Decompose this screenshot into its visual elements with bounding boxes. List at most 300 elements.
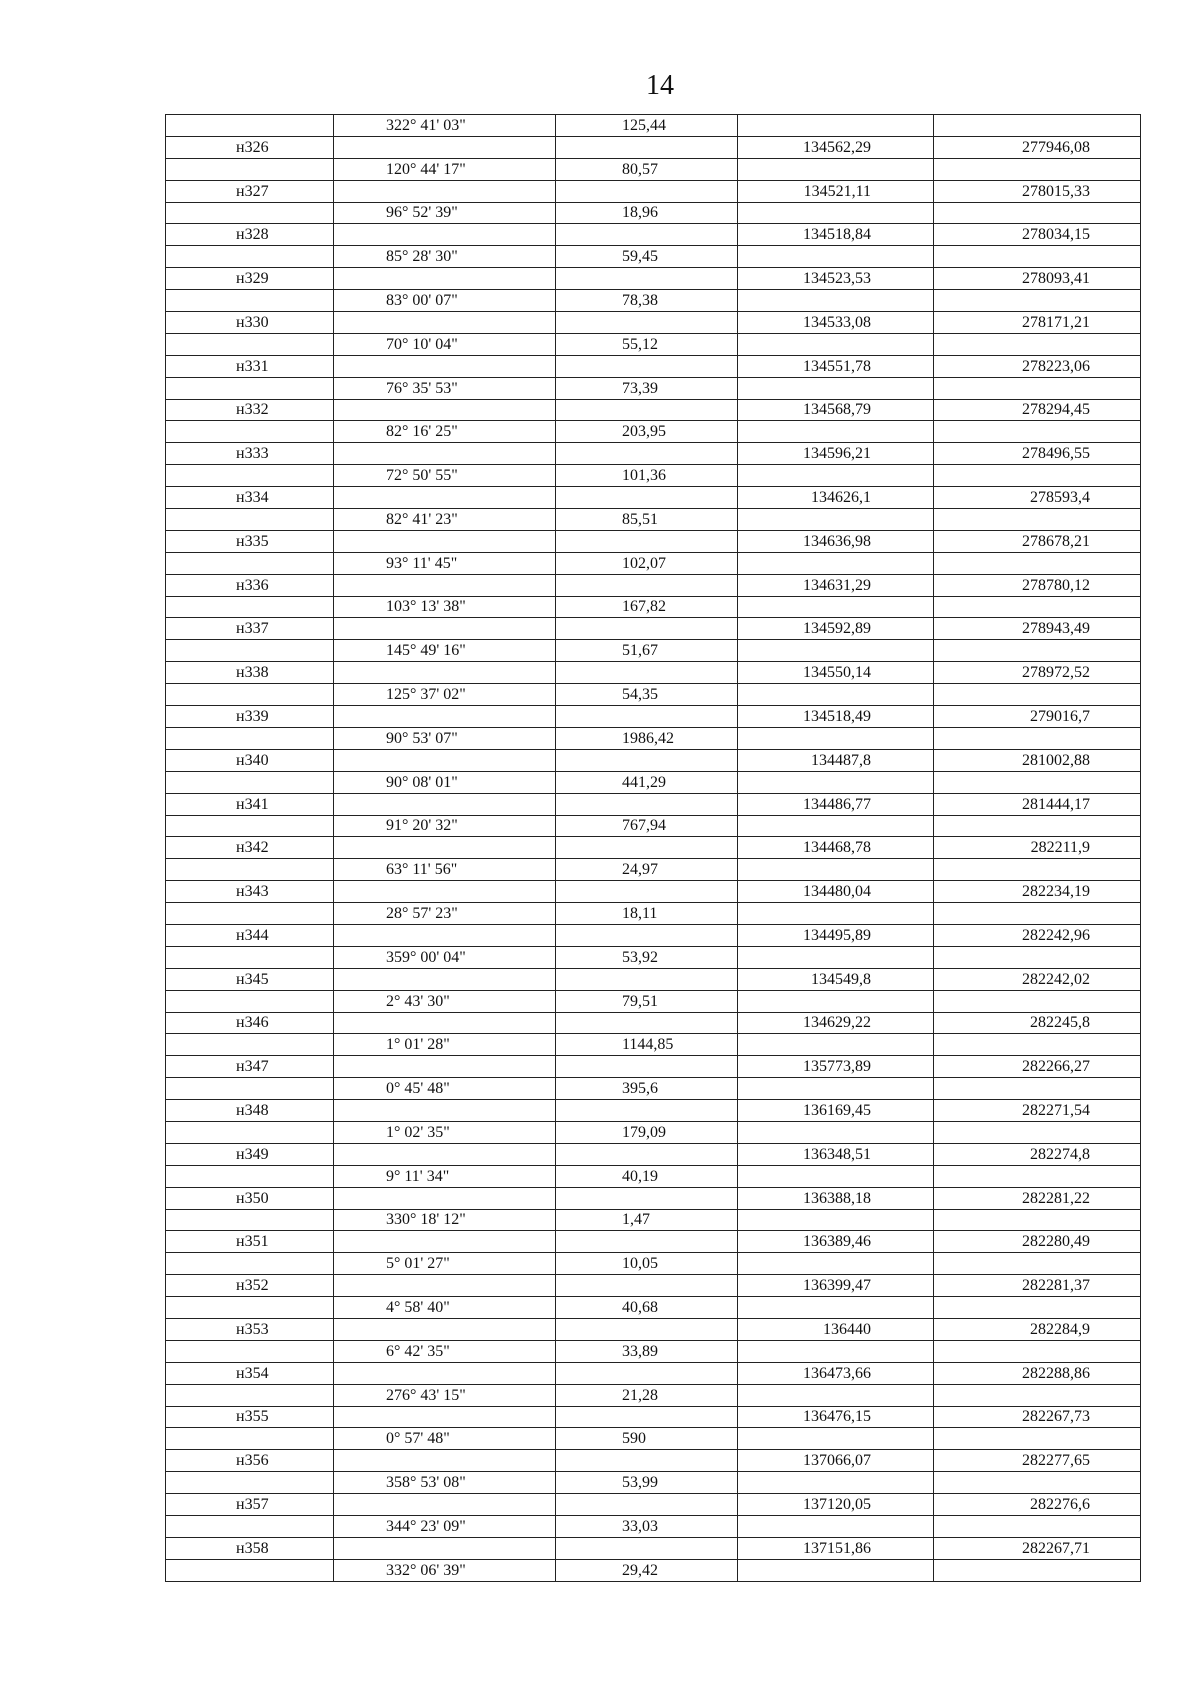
- segment-row: [166, 1340, 1141, 1362]
- segment-row: [166, 859, 1141, 881]
- y-coordinate-cell: 282245,8: [934, 1012, 1141, 1034]
- point-id-cell: н351: [166, 1231, 334, 1253]
- empty-cell: [934, 990, 1141, 1012]
- empty-cell: [738, 1472, 934, 1494]
- point-id-cell: н347: [166, 1056, 334, 1078]
- segment-row: [166, 771, 1141, 793]
- segment-row: [166, 1516, 1141, 1538]
- point-row: [166, 1494, 1141, 1516]
- empty-cell: [166, 1209, 334, 1231]
- empty-cell: [738, 1297, 934, 1319]
- empty-cell: [738, 246, 934, 268]
- empty-cell: [934, 290, 1141, 312]
- segment-length-cell: 40,68: [556, 1297, 738, 1319]
- empty-cell: [166, 1078, 334, 1100]
- empty-cell: [334, 881, 556, 903]
- direction-angle-cell: 4° 58' 40": [334, 1297, 556, 1319]
- empty-cell: [334, 1056, 556, 1078]
- empty-cell: [934, 552, 1141, 574]
- segment-row: [166, 1472, 1141, 1494]
- point-id-cell: н333: [166, 443, 334, 465]
- y-coordinate-cell: 282234,19: [934, 881, 1141, 903]
- segment-length-cell: 1986,42: [556, 727, 738, 749]
- empty-cell: [934, 158, 1141, 180]
- point-id-cell: н352: [166, 1275, 334, 1297]
- empty-cell: [934, 1209, 1141, 1231]
- point-id-cell: н354: [166, 1362, 334, 1384]
- empty-cell: [738, 1034, 934, 1056]
- segment-row: [166, 1297, 1141, 1319]
- segment-length-cell: 18,11: [556, 903, 738, 925]
- empty-cell: [738, 552, 934, 574]
- point-id-cell: н332: [166, 399, 334, 421]
- point-row: [166, 1406, 1141, 1428]
- segment-length-cell: 167,82: [556, 596, 738, 618]
- point-id-cell: н331: [166, 355, 334, 377]
- point-id-cell: н356: [166, 1450, 334, 1472]
- coordinates-table-body: [166, 115, 1141, 1582]
- x-coordinate-cell: 136389,46: [738, 1231, 934, 1253]
- y-coordinate-cell: 278678,21: [934, 530, 1141, 552]
- direction-angle-cell: 72° 50' 55": [334, 465, 556, 487]
- empty-cell: [334, 1318, 556, 1340]
- direction-angle-cell: 276° 43' 15": [334, 1384, 556, 1406]
- empty-cell: [556, 749, 738, 771]
- direction-angle-cell: 85° 28' 30": [334, 246, 556, 268]
- direction-angle-cell: 83° 00' 07": [334, 290, 556, 312]
- empty-cell: [934, 727, 1141, 749]
- empty-cell: [738, 1559, 934, 1581]
- direction-angle-cell: 332° 06' 39": [334, 1559, 556, 1581]
- empty-cell: [738, 1121, 934, 1143]
- x-coordinate-cell: 134487,8: [738, 749, 934, 771]
- point-row: [166, 1100, 1141, 1122]
- empty-cell: [166, 1297, 334, 1319]
- x-coordinate-cell: 136169,45: [738, 1100, 934, 1122]
- x-coordinate-cell: 134518,84: [738, 224, 934, 246]
- segment-length-cell: 53,92: [556, 946, 738, 968]
- point-row: [166, 443, 1141, 465]
- point-id-cell: н341: [166, 793, 334, 815]
- segment-length-cell: 1,47: [556, 1209, 738, 1231]
- empty-cell: [738, 158, 934, 180]
- point-row: [166, 1275, 1141, 1297]
- point-row: [166, 749, 1141, 771]
- empty-cell: [556, 530, 738, 552]
- point-id-cell: н327: [166, 180, 334, 202]
- y-coordinate-cell: 281002,88: [934, 749, 1141, 771]
- empty-cell: [934, 1297, 1141, 1319]
- empty-cell: [738, 465, 934, 487]
- segment-row: [166, 377, 1141, 399]
- segment-row: [166, 903, 1141, 925]
- empty-cell: [738, 1165, 934, 1187]
- segment-length-cell: 54,35: [556, 684, 738, 706]
- segment-row: [166, 552, 1141, 574]
- point-row: [166, 574, 1141, 596]
- direction-angle-cell: 28° 57' 23": [334, 903, 556, 925]
- direction-angle-cell: 322° 41' 03": [334, 115, 556, 137]
- segment-length-cell: 590: [556, 1428, 738, 1450]
- y-coordinate-cell: 278294,45: [934, 399, 1141, 421]
- empty-cell: [556, 924, 738, 946]
- empty-cell: [166, 115, 334, 137]
- point-row: [166, 180, 1141, 202]
- empty-cell: [166, 684, 334, 706]
- empty-cell: [166, 1340, 334, 1362]
- point-row: [166, 706, 1141, 728]
- empty-cell: [166, 1121, 334, 1143]
- empty-cell: [166, 946, 334, 968]
- segment-row: [166, 158, 1141, 180]
- x-coordinate-cell: 136399,47: [738, 1275, 934, 1297]
- empty-cell: [334, 1143, 556, 1165]
- direction-angle-cell: 344° 23' 09": [334, 1516, 556, 1538]
- direction-angle-cell: 0° 45' 48": [334, 1078, 556, 1100]
- empty-cell: [556, 1100, 738, 1122]
- point-row: [166, 662, 1141, 684]
- empty-cell: [166, 333, 334, 355]
- point-row: [166, 136, 1141, 158]
- segment-row: [166, 684, 1141, 706]
- empty-cell: [166, 1384, 334, 1406]
- x-coordinate-cell: 134636,98: [738, 530, 934, 552]
- x-coordinate-cell: 137066,07: [738, 1450, 934, 1472]
- segment-length-cell: 29,42: [556, 1559, 738, 1581]
- empty-cell: [334, 1537, 556, 1559]
- empty-cell: [166, 1559, 334, 1581]
- empty-cell: [556, 136, 738, 158]
- empty-cell: [166, 290, 334, 312]
- empty-cell: [166, 1472, 334, 1494]
- direction-angle-cell: 82° 16' 25": [334, 421, 556, 443]
- direction-angle-cell: 145° 49' 16": [334, 640, 556, 662]
- empty-cell: [738, 290, 934, 312]
- y-coordinate-cell: 278593,4: [934, 487, 1141, 509]
- empty-cell: [334, 1362, 556, 1384]
- direction-angle-cell: 358° 53' 08": [334, 1472, 556, 1494]
- empty-cell: [934, 1472, 1141, 1494]
- point-id-cell: н338: [166, 662, 334, 684]
- point-row: [166, 224, 1141, 246]
- segment-length-cell: 24,97: [556, 859, 738, 881]
- segment-length-cell: 767,94: [556, 815, 738, 837]
- segment-row: [166, 333, 1141, 355]
- empty-cell: [166, 246, 334, 268]
- point-row: [166, 924, 1141, 946]
- empty-cell: [934, 1253, 1141, 1275]
- segment-length-cell: 33,03: [556, 1516, 738, 1538]
- empty-cell: [556, 1012, 738, 1034]
- x-coordinate-cell: 134629,22: [738, 1012, 934, 1034]
- point-id-cell: н329: [166, 268, 334, 290]
- empty-cell: [934, 509, 1141, 531]
- empty-cell: [738, 377, 934, 399]
- empty-cell: [934, 859, 1141, 881]
- direction-angle-cell: 93° 11' 45": [334, 552, 556, 574]
- segment-row: [166, 115, 1141, 137]
- segment-length-cell: 53,99: [556, 1472, 738, 1494]
- segment-length-cell: 125,44: [556, 115, 738, 137]
- y-coordinate-cell: 278093,41: [934, 268, 1141, 290]
- point-row: [166, 837, 1141, 859]
- page-number: 14: [646, 70, 674, 101]
- direction-angle-cell: 96° 52' 39": [334, 202, 556, 224]
- empty-cell: [556, 487, 738, 509]
- segment-length-cell: 51,67: [556, 640, 738, 662]
- empty-cell: [738, 115, 934, 137]
- point-row: [166, 1012, 1141, 1034]
- empty-cell: [934, 421, 1141, 443]
- y-coordinate-cell: 282267,73: [934, 1406, 1141, 1428]
- empty-cell: [166, 465, 334, 487]
- empty-cell: [934, 771, 1141, 793]
- y-coordinate-cell: 282280,49: [934, 1231, 1141, 1253]
- point-row: [166, 881, 1141, 903]
- empty-cell: [556, 312, 738, 334]
- x-coordinate-cell: 136440: [738, 1318, 934, 1340]
- empty-cell: [334, 1100, 556, 1122]
- x-coordinate-cell: 134521,11: [738, 180, 934, 202]
- point-row: [166, 530, 1141, 552]
- empty-cell: [166, 377, 334, 399]
- segment-length-cell: 33,89: [556, 1340, 738, 1362]
- y-coordinate-cell: 277946,08: [934, 136, 1141, 158]
- empty-cell: [556, 1450, 738, 1472]
- point-id-cell: н358: [166, 1537, 334, 1559]
- point-id-cell: н348: [166, 1100, 334, 1122]
- segment-row: [166, 421, 1141, 443]
- point-id-cell: н343: [166, 881, 334, 903]
- y-coordinate-cell: 278171,21: [934, 312, 1141, 334]
- empty-cell: [738, 946, 934, 968]
- point-id-cell: н326: [166, 136, 334, 158]
- direction-angle-cell: 63° 11' 56": [334, 859, 556, 881]
- point-row: [166, 1056, 1141, 1078]
- empty-cell: [334, 749, 556, 771]
- empty-cell: [738, 1340, 934, 1362]
- empty-cell: [166, 640, 334, 662]
- empty-cell: [334, 1494, 556, 1516]
- y-coordinate-cell: 282267,71: [934, 1537, 1141, 1559]
- y-coordinate-cell: 282281,37: [934, 1275, 1141, 1297]
- empty-cell: [556, 268, 738, 290]
- empty-cell: [934, 465, 1141, 487]
- point-row: [166, 1318, 1141, 1340]
- empty-cell: [334, 1406, 556, 1428]
- y-coordinate-cell: 282242,96: [934, 924, 1141, 946]
- empty-cell: [556, 1537, 738, 1559]
- empty-cell: [738, 1078, 934, 1100]
- point-row: [166, 1231, 1141, 1253]
- empty-cell: [556, 1187, 738, 1209]
- y-coordinate-cell: 282242,02: [934, 968, 1141, 990]
- empty-cell: [934, 333, 1141, 355]
- empty-cell: [738, 815, 934, 837]
- empty-cell: [934, 202, 1141, 224]
- segment-length-cell: 203,95: [556, 421, 738, 443]
- point-row: [166, 268, 1141, 290]
- empty-cell: [934, 1428, 1141, 1450]
- segment-row: [166, 465, 1141, 487]
- y-coordinate-cell: 282281,22: [934, 1187, 1141, 1209]
- segment-length-cell: 18,96: [556, 202, 738, 224]
- direction-angle-cell: 125° 37' 02": [334, 684, 556, 706]
- empty-cell: [934, 1559, 1141, 1581]
- empty-cell: [166, 903, 334, 925]
- x-coordinate-cell: 137120,05: [738, 1494, 934, 1516]
- empty-cell: [556, 881, 738, 903]
- direction-angle-cell: 76° 35' 53": [334, 377, 556, 399]
- segment-row: [166, 1034, 1141, 1056]
- point-id-cell: н344: [166, 924, 334, 946]
- empty-cell: [738, 684, 934, 706]
- empty-cell: [738, 859, 934, 881]
- empty-cell: [738, 509, 934, 531]
- x-coordinate-cell: 134631,29: [738, 574, 934, 596]
- empty-cell: [334, 487, 556, 509]
- y-coordinate-cell: 278972,52: [934, 662, 1141, 684]
- empty-cell: [934, 946, 1141, 968]
- empty-cell: [934, 1384, 1141, 1406]
- empty-cell: [334, 837, 556, 859]
- empty-cell: [934, 1165, 1141, 1187]
- segment-row: [166, 1165, 1141, 1187]
- direction-angle-cell: 5° 01' 27": [334, 1253, 556, 1275]
- y-coordinate-cell: 282271,54: [934, 1100, 1141, 1122]
- empty-cell: [934, 246, 1141, 268]
- x-coordinate-cell: 134562,29: [738, 136, 934, 158]
- empty-cell: [934, 815, 1141, 837]
- y-coordinate-cell: 281444,17: [934, 793, 1141, 815]
- empty-cell: [556, 1231, 738, 1253]
- x-coordinate-cell: 134518,49: [738, 706, 934, 728]
- y-coordinate-cell: 278496,55: [934, 443, 1141, 465]
- coordinates-table: [165, 114, 1141, 1582]
- x-coordinate-cell: 134533,08: [738, 312, 934, 334]
- empty-cell: [334, 1012, 556, 1034]
- empty-cell: [556, 355, 738, 377]
- direction-angle-cell: 82° 41' 23": [334, 509, 556, 531]
- empty-cell: [556, 1275, 738, 1297]
- y-coordinate-cell: 282277,65: [934, 1450, 1141, 1472]
- segment-length-cell: 59,45: [556, 246, 738, 268]
- empty-cell: [334, 706, 556, 728]
- empty-cell: [166, 158, 334, 180]
- empty-cell: [556, 793, 738, 815]
- empty-cell: [166, 859, 334, 881]
- empty-cell: [738, 333, 934, 355]
- segment-row: [166, 1078, 1141, 1100]
- segment-row: [166, 1559, 1141, 1581]
- point-id-cell: н353: [166, 1318, 334, 1340]
- point-row: [166, 1537, 1141, 1559]
- x-coordinate-cell: 136348,51: [738, 1143, 934, 1165]
- empty-cell: [738, 1253, 934, 1275]
- x-coordinate-cell: 136476,15: [738, 1406, 934, 1428]
- point-id-cell: н335: [166, 530, 334, 552]
- empty-cell: [334, 1450, 556, 1472]
- empty-cell: [334, 180, 556, 202]
- direction-angle-cell: 103° 13' 38": [334, 596, 556, 618]
- empty-cell: [934, 1078, 1141, 1100]
- segment-row: [166, 1253, 1141, 1275]
- empty-cell: [334, 530, 556, 552]
- empty-cell: [934, 1516, 1141, 1538]
- empty-cell: [738, 640, 934, 662]
- empty-cell: [738, 771, 934, 793]
- point-id-cell: н328: [166, 224, 334, 246]
- y-coordinate-cell: 278943,49: [934, 618, 1141, 640]
- direction-angle-cell: 2° 43' 30": [334, 990, 556, 1012]
- empty-cell: [556, 618, 738, 640]
- empty-cell: [556, 1406, 738, 1428]
- segment-row: [166, 596, 1141, 618]
- x-coordinate-cell: 134592,89: [738, 618, 934, 640]
- point-id-cell: н350: [166, 1187, 334, 1209]
- point-id-cell: н330: [166, 312, 334, 334]
- empty-cell: [738, 1209, 934, 1231]
- empty-cell: [556, 180, 738, 202]
- empty-cell: [166, 509, 334, 531]
- empty-cell: [934, 115, 1141, 137]
- segment-length-cell: 78,38: [556, 290, 738, 312]
- point-id-cell: н339: [166, 706, 334, 728]
- x-coordinate-cell: 134486,77: [738, 793, 934, 815]
- segment-length-cell: 395,6: [556, 1078, 738, 1100]
- empty-cell: [934, 1034, 1141, 1056]
- empty-cell: [334, 793, 556, 815]
- point-id-cell: н346: [166, 1012, 334, 1034]
- empty-cell: [556, 443, 738, 465]
- direction-angle-cell: 91° 20' 32": [334, 815, 556, 837]
- empty-cell: [738, 1516, 934, 1538]
- point-row: [166, 793, 1141, 815]
- segment-row: [166, 990, 1141, 1012]
- y-coordinate-cell: 282276,6: [934, 1494, 1141, 1516]
- empty-cell: [556, 968, 738, 990]
- empty-cell: [556, 837, 738, 859]
- x-coordinate-cell: 134495,89: [738, 924, 934, 946]
- empty-cell: [556, 399, 738, 421]
- y-coordinate-cell: 279016,7: [934, 706, 1141, 728]
- point-id-cell: н342: [166, 837, 334, 859]
- segment-length-cell: 79,51: [556, 990, 738, 1012]
- empty-cell: [334, 1231, 556, 1253]
- point-id-cell: н349: [166, 1143, 334, 1165]
- empty-cell: [738, 990, 934, 1012]
- empty-cell: [166, 1253, 334, 1275]
- x-coordinate-cell: 134626,1: [738, 487, 934, 509]
- segment-length-cell: 102,07: [556, 552, 738, 574]
- empty-cell: [934, 1121, 1141, 1143]
- x-coordinate-cell: 134551,78: [738, 355, 934, 377]
- x-coordinate-cell: 134596,21: [738, 443, 934, 465]
- empty-cell: [556, 1143, 738, 1165]
- empty-cell: [934, 596, 1141, 618]
- empty-cell: [334, 1275, 556, 1297]
- segment-row: [166, 1384, 1141, 1406]
- empty-cell: [334, 399, 556, 421]
- empty-cell: [934, 640, 1141, 662]
- empty-cell: [556, 224, 738, 246]
- x-coordinate-cell: 136388,18: [738, 1187, 934, 1209]
- x-coordinate-cell: 135773,89: [738, 1056, 934, 1078]
- point-row: [166, 1143, 1141, 1165]
- direction-angle-cell: 9° 11' 34": [334, 1165, 556, 1187]
- y-coordinate-cell: 278034,15: [934, 224, 1141, 246]
- point-id-cell: н357: [166, 1494, 334, 1516]
